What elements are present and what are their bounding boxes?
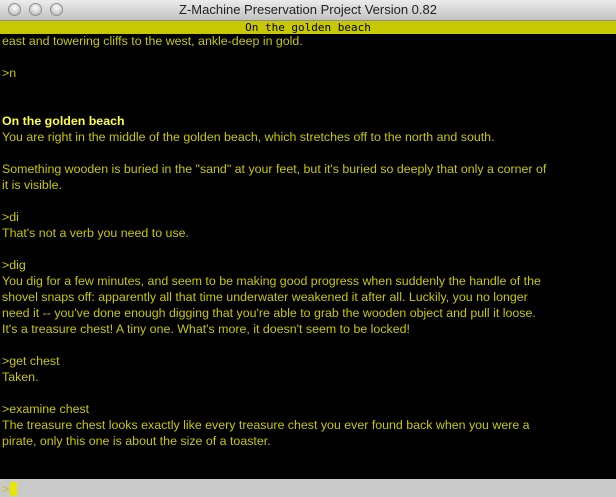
transcript-line — [2, 385, 614, 401]
transcript-line: Something wooden is buried in the "sand" at your feet, but it's buried so deeply that only a corner of — [2, 162, 547, 176]
transcript-line: pirate, only this one is about the size of a toaster. — [2, 434, 271, 448]
game-transcript[interactable] — [2, 33, 614, 496]
transcript-line — [2, 465, 614, 481]
command-prompt: > — [2, 482, 10, 496]
transcript-line: >n — [2, 66, 17, 80]
text-cursor — [10, 482, 17, 496]
transcript-line — [2, 449, 614, 465]
transcript-lines — [2, 33, 614, 481]
transcript-line: east and towering cliffs to the west, ankle-deep in gold. — [2, 34, 303, 48]
transcript-line: >dig — [2, 258, 26, 272]
command-line[interactable] — [2, 481, 614, 497]
transcript-line — [2, 337, 614, 353]
window-title: Z-Machine Preservation Project Version 0.82 — [179, 2, 437, 17]
transcript-line: The treasure chest looks exactly like every treasure chest you ever found back when you were a — [2, 418, 530, 432]
transcript-line: need it -- you've done enough digging that you're able to grab the wooden object and pull it loose. — [2, 306, 536, 320]
transcript-line — [2, 193, 614, 209]
title-bar[interactable] — [0, 0, 616, 21]
transcript-line: >get chest — [2, 354, 60, 368]
room-heading: On the golden beach — [2, 114, 125, 128]
transcript-line: You are right in the middle of the golden beach, which stretches off to the north and south. — [2, 130, 495, 144]
transcript-line: Taken. — [2, 370, 39, 384]
transcript-line: shovel snaps off: apparently all that time underwater weakened it after all. Luckily, you no longer — [2, 290, 528, 304]
status-location: On the golden beach — [245, 21, 371, 34]
transcript-line: it is visible. — [2, 178, 62, 192]
transcript-line — [2, 97, 614, 113]
transcript-line: >di — [2, 210, 19, 224]
transcript-line — [2, 145, 614, 161]
transcript-line: That's not a verb you need to use. — [2, 226, 189, 240]
transcript-line: >examine chest — [2, 402, 90, 416]
transcript-line — [2, 49, 614, 65]
transcript-line: It's a treasure chest! A tiny one. What's more, it doesn't seem to be locked! — [2, 322, 410, 336]
transcript-line: You dig for a few minutes, and seem to be making good progress when suddenly the handle of the — [2, 274, 541, 288]
transcript-line — [2, 241, 614, 257]
transcript-line — [2, 81, 614, 97]
